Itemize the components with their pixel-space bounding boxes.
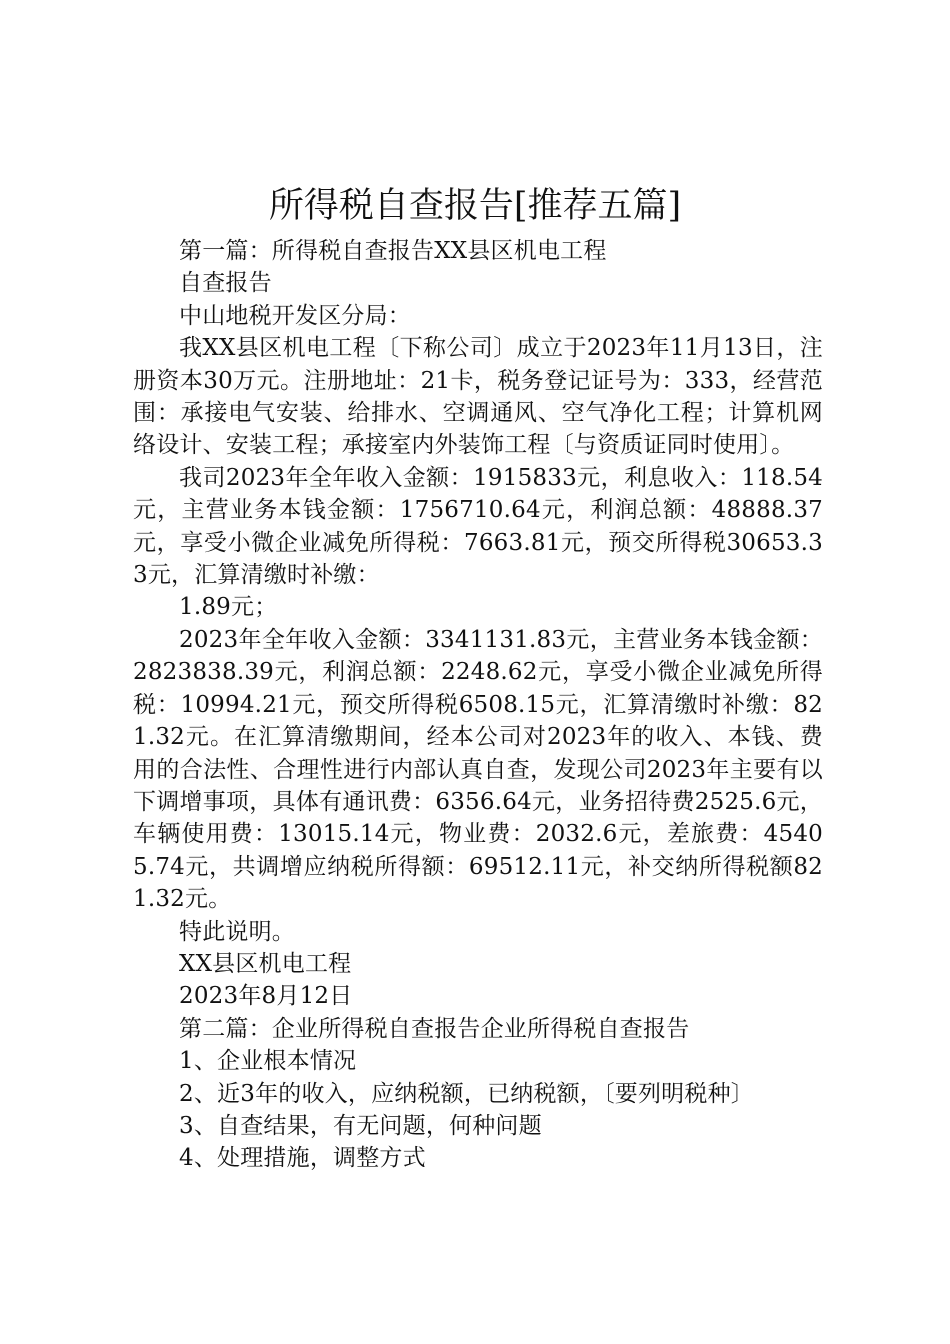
- list-item: 1、企业根本情况: [179, 1048, 357, 1075]
- paragraph-income-summary-second: 2023年全年收入金额：3341131.83元，主营业务本钱金额：2823838.39元，利润总额：2248.62元，享受小微企业减免所得税：10994.21元，预交所得税6508.15元，汇算清缴时补缴：821.32元。在汇算清缴期间，经本公司对2023年的收入、本钱、费用的合法性、合理性进行内部认真自查，发现公司2023年主要有以下调增事项，具体有通讯费：6356.64元，业务招待费2525.6元，车辆使用费：13015.14元，物业费：2032.6元，差旅费：45405.74元，共调增应纳税所得额：69512.11元，补交纳所得税额821.32元。: [133, 626, 823, 913]
- paragraph-report-label: 自查报告: [179, 270, 272, 297]
- list-item: 2、近3年的收入，应纳税额，已纳税额，〔要列明税种〕: [179, 1080, 754, 1107]
- document-title: 所得税自查报告[推荐五篇]: [268, 186, 682, 226]
- paragraph-signature-company: XX县区机电工程: [179, 950, 352, 977]
- paragraph-supplement-amount: 1.89元；: [179, 594, 278, 621]
- paragraph-signature-date: 2023年8月12日: [179, 983, 353, 1010]
- list-item: 4、处理措施，调整方式: [179, 1145, 426, 1172]
- paragraph-section-one-heading: 第一篇：所得税自查报告XX县区机电工程: [179, 238, 607, 264]
- paragraph-addressee: 中山地税开发区分局：: [179, 302, 411, 329]
- paragraph-section-two-heading: 第二篇：企业所得税自查报告企业所得税自查报告: [179, 1015, 690, 1042]
- document-body: [133, 235, 823, 1175]
- paragraph-closing-remark: 特此说明。: [179, 918, 295, 945]
- paragraph-income-summary-first: 我司2023年全年收入金额：1915833元，利息收入：118.54元，主营业务本钱金额：1756710.64元，利润总额：48888.37元，享受小微企业减免所得税：7663.81元，预交所得税30653.33元，汇算清缴时补缴：: [133, 464, 823, 589]
- paragraph-company-intro: 我XX县区机电工程〔下称公司〕成立于2023年11月13日，注册资本30万元。注册地址：21卡，税务登记证号为：333，经营范围：承接电气安装、给排水、空调通风、空气净化工程；计算机网络设计、安装工程；承接室内外装饰工程〔与资质证同时使用〕。: [133, 335, 823, 459]
- list-item: 3、自查结果，有无问题，何种问题: [179, 1112, 542, 1139]
